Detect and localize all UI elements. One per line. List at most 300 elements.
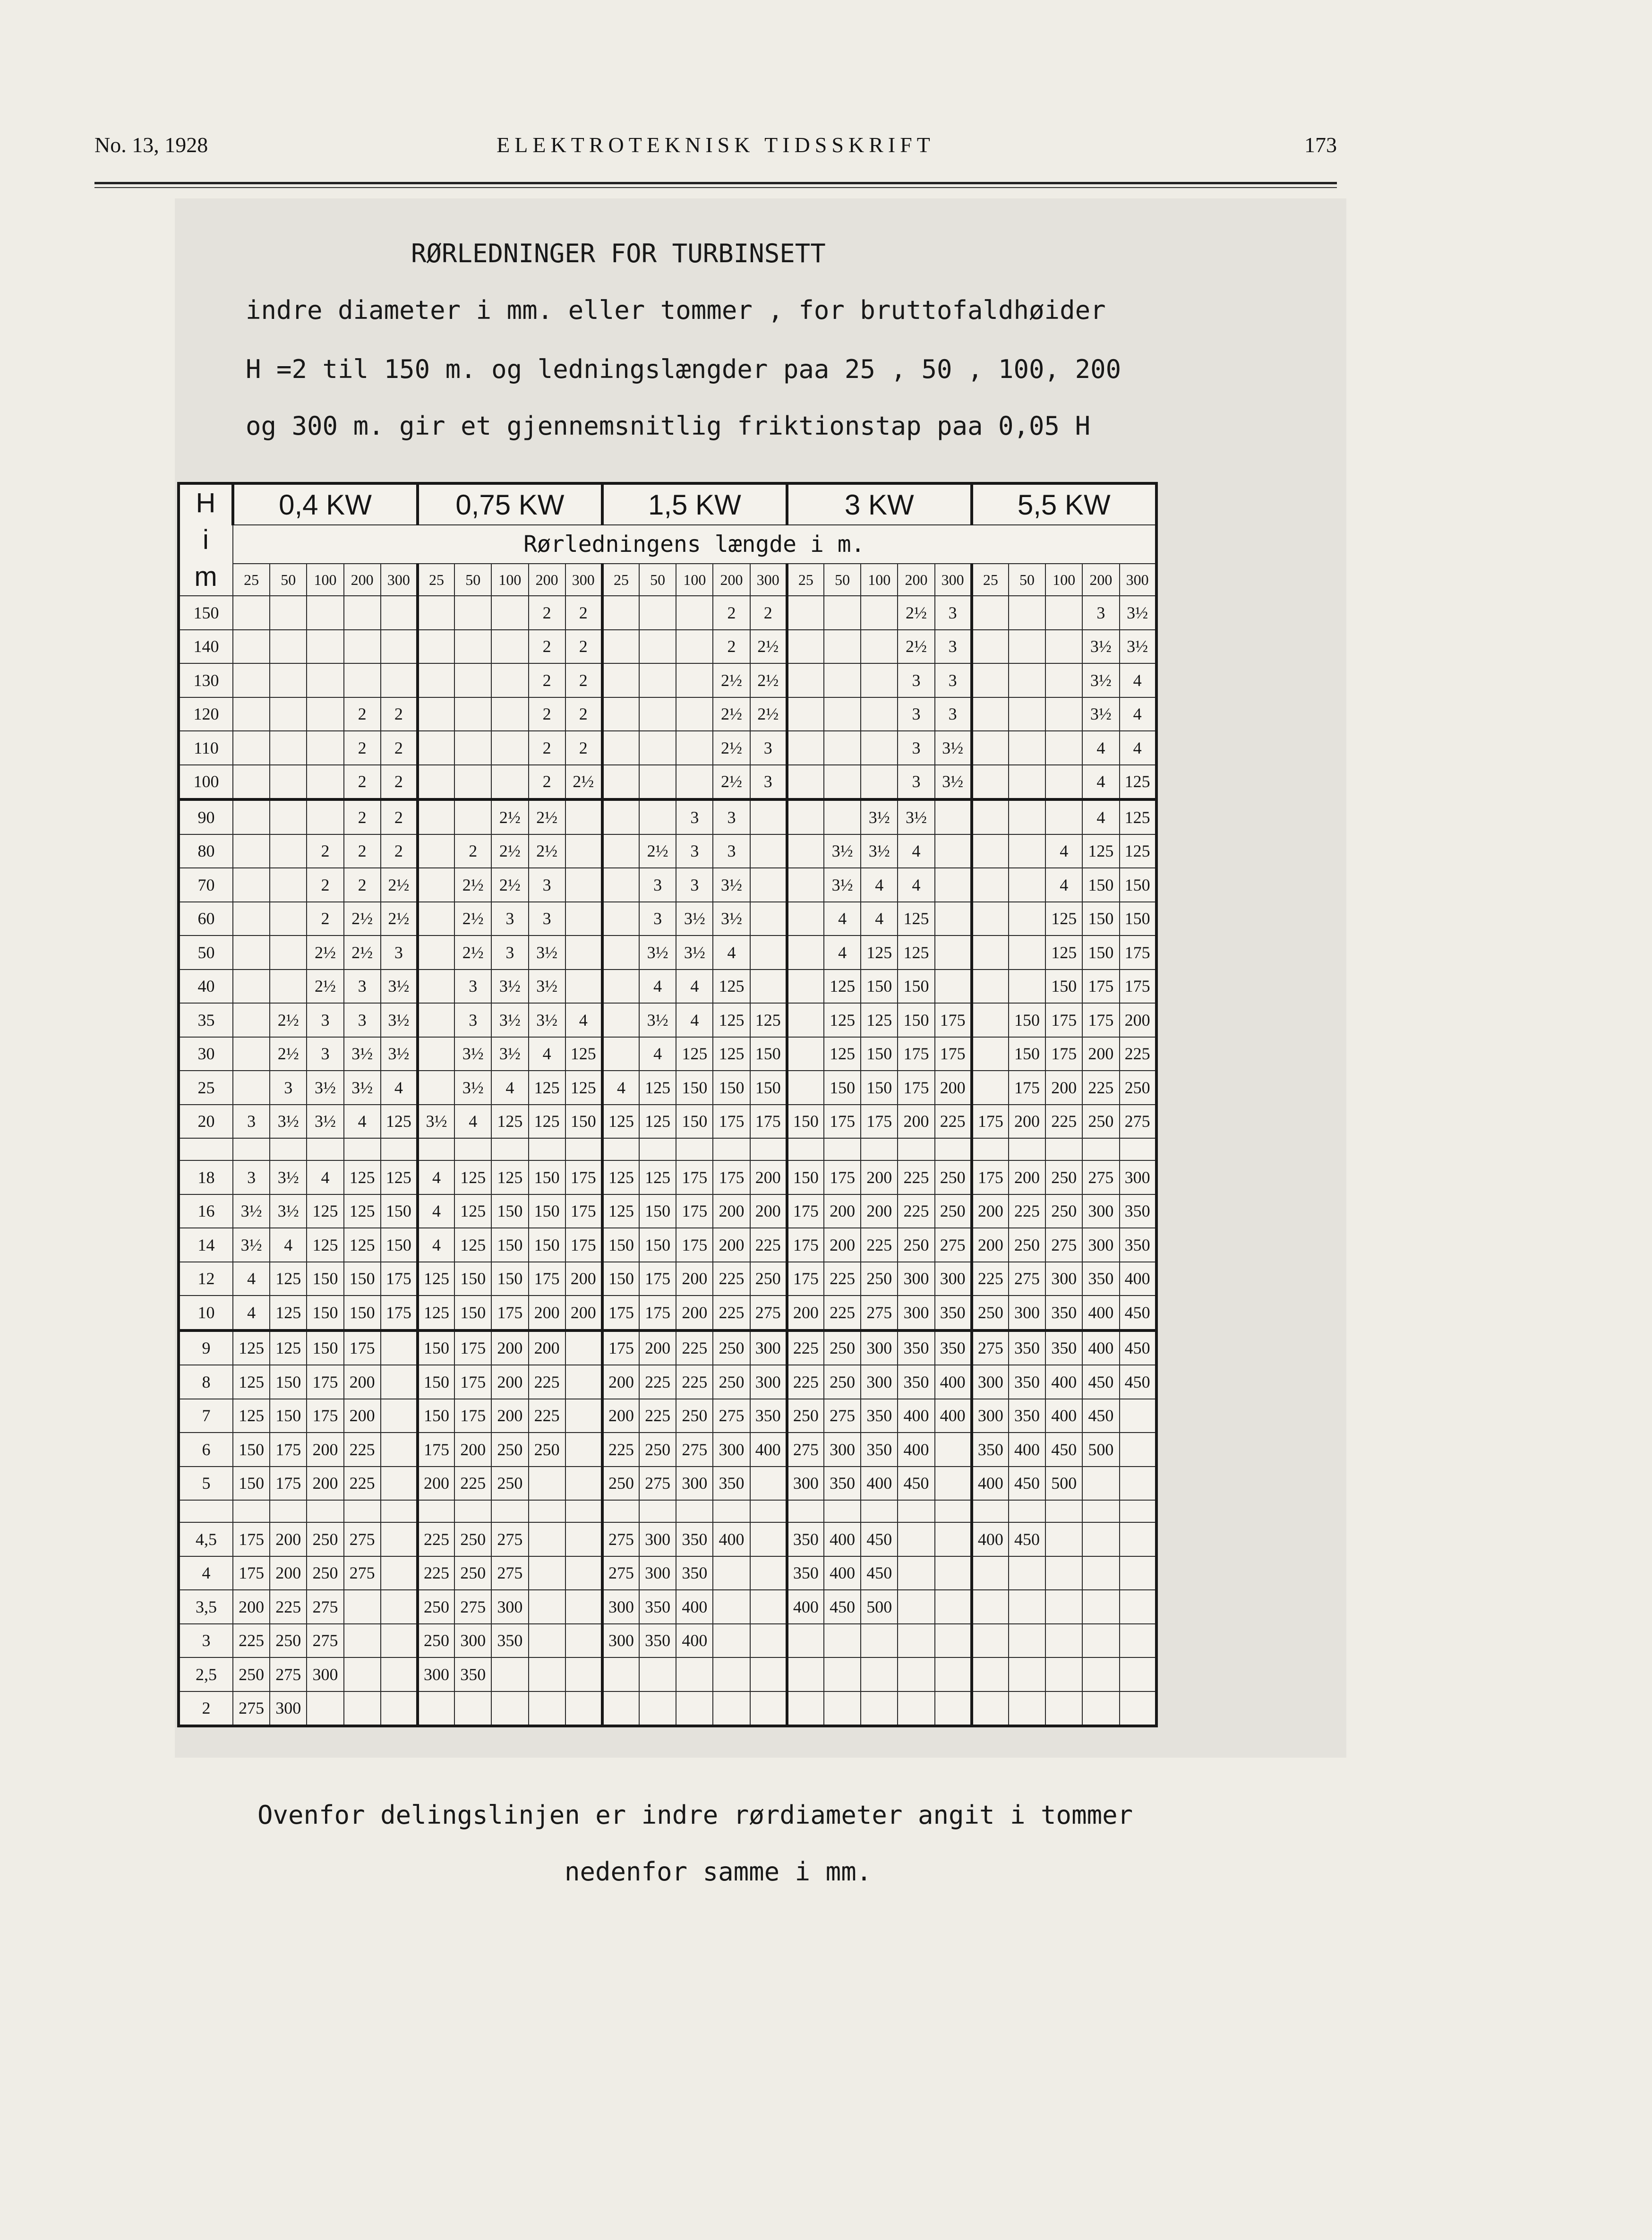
diameter-cell: 350	[861, 1399, 898, 1433]
diameter-cell: 2½	[381, 902, 418, 936]
head-height-cell: 3,5	[179, 1590, 233, 1624]
diameter-cell: 350	[1082, 1262, 1119, 1296]
diameter-cell: 150	[270, 1365, 307, 1399]
diameter-cell: 125	[1082, 834, 1119, 868]
diameter-cell: 125	[1045, 902, 1082, 936]
diameter-cell: 400	[1082, 1330, 1119, 1365]
diameter-cell: 3	[676, 834, 713, 868]
diameter-cell: 3	[491, 902, 528, 936]
diameter-cell: 175	[639, 1296, 676, 1330]
diameter-cell	[1009, 902, 1045, 936]
spacer-cell	[750, 1500, 787, 1522]
diameter-cell: 200	[270, 1522, 307, 1556]
diameter-cell	[344, 663, 381, 697]
diameter-cell	[270, 697, 307, 731]
diameter-cell: 350	[861, 1433, 898, 1467]
spacer-cell	[565, 1138, 602, 1160]
diameter-cell	[233, 663, 270, 697]
diameter-cell: 300	[1082, 1228, 1119, 1262]
diameter-cell	[381, 1657, 418, 1691]
head-height-cell: 9	[179, 1330, 233, 1365]
diameter-cell: 175	[972, 1105, 1009, 1139]
diameter-cell	[565, 1624, 602, 1658]
diameter-cell: 175	[713, 1160, 750, 1194]
diameter-cell: 400	[972, 1467, 1009, 1501]
diameter-cell: 225	[1082, 1071, 1119, 1105]
length-header: 300	[565, 564, 602, 596]
spacer-cell	[491, 1138, 528, 1160]
diameter-cell	[233, 697, 270, 731]
diameter-cell: 300	[639, 1522, 676, 1556]
diameter-cell: 300	[418, 1657, 454, 1691]
diameter-cell: 150	[418, 1365, 454, 1399]
spacer-cell	[270, 1138, 307, 1160]
head-height-cell: 60	[179, 902, 233, 936]
diameter-cell: 3½	[529, 935, 565, 970]
diameter-cell: 350	[750, 1399, 787, 1433]
spacer-cell	[602, 1500, 639, 1522]
diameter-cell	[307, 630, 343, 664]
diameter-cell: 175	[639, 1262, 676, 1296]
diameter-cell: 125	[565, 1071, 602, 1105]
diameter-cell: 150	[1082, 935, 1119, 970]
diameter-cell: 3½	[270, 1194, 307, 1228]
diameter-cell: 250	[935, 1194, 972, 1228]
diameter-cell	[381, 630, 418, 664]
diameter-cell	[1120, 1691, 1156, 1726]
diameter-cell: 4	[676, 1003, 713, 1037]
diameter-cell: 150	[381, 1228, 418, 1262]
diameter-cell: 225	[639, 1365, 676, 1399]
diameter-cell	[233, 1003, 270, 1037]
diameter-cell	[565, 1522, 602, 1556]
head-height-cell: 4,5	[179, 1522, 233, 1556]
diameter-cell: 400	[861, 1467, 898, 1501]
diameter-cell	[344, 1657, 381, 1691]
diameter-cell	[565, 1399, 602, 1433]
diameter-cell	[418, 1071, 454, 1105]
diameter-cell: 3	[233, 1160, 270, 1194]
diameter-cell: 150	[602, 1228, 639, 1262]
diameter-cell: 200	[307, 1467, 343, 1501]
diameter-cell	[454, 799, 491, 834]
diameter-cell	[602, 970, 639, 1004]
diameter-cell: 3½	[307, 1071, 343, 1105]
diameter-cell	[861, 596, 898, 630]
diameter-cell: 225	[454, 1467, 491, 1501]
diameter-cell: 225	[639, 1399, 676, 1433]
diameter-cell: 3	[935, 697, 972, 731]
diameter-cell: 400	[1045, 1365, 1082, 1399]
head-height-cell: 2	[179, 1691, 233, 1726]
diameter-cell: 200	[491, 1330, 528, 1365]
diameter-cell: 450	[1120, 1365, 1156, 1399]
diameter-cell	[861, 1691, 898, 1726]
head-height-cell: 150	[179, 596, 233, 630]
diameter-cell: 250	[1045, 1194, 1082, 1228]
table-row	[179, 630, 1156, 664]
diameter-cell: 125	[861, 935, 898, 970]
diameter-cell	[381, 1691, 418, 1726]
diameter-cell: 175	[1120, 935, 1156, 970]
head-height-cell: 140	[179, 630, 233, 664]
diameter-cell	[1045, 765, 1082, 800]
diameter-cell: 4	[824, 935, 861, 970]
table-title: RØRLEDNINGER FOR TURBINSETT	[411, 239, 826, 268]
length-header: 300	[1120, 564, 1156, 596]
diameter-cell	[787, 868, 824, 902]
table-row	[179, 1657, 1156, 1691]
diameter-cell: 3	[935, 630, 972, 664]
diameter-cell: 175	[1082, 970, 1119, 1004]
diameter-cell	[787, 834, 824, 868]
diameter-cell	[233, 935, 270, 970]
table-row	[179, 970, 1156, 1004]
diameter-cell: 250	[861, 1262, 898, 1296]
diameter-cell: 3	[344, 970, 381, 1004]
table-row	[179, 1105, 1156, 1139]
diameter-cell: 275	[824, 1399, 861, 1433]
diameter-cell	[233, 765, 270, 800]
diameter-cell: 3	[233, 1105, 270, 1139]
diameter-cell: 175	[454, 1365, 491, 1399]
diameter-cell: 4	[1082, 799, 1119, 834]
diameter-cell: 3½	[861, 834, 898, 868]
diameter-cell: 400	[1082, 1296, 1119, 1330]
diameter-cell: 300	[972, 1365, 1009, 1399]
diameter-cell: 175	[787, 1228, 824, 1262]
diameter-cell: 4	[1082, 765, 1119, 800]
diameter-cell	[344, 1691, 381, 1726]
diameter-cell: 125	[898, 902, 934, 936]
diameter-cell	[1045, 731, 1082, 765]
diameter-cell	[1082, 1657, 1119, 1691]
diameter-cell: 175	[565, 1228, 602, 1262]
diameter-cell: 200	[676, 1296, 713, 1330]
diameter-cell: 2½	[750, 663, 787, 697]
diameter-cell: 3½	[935, 731, 972, 765]
diameter-cell: 200	[344, 1365, 381, 1399]
diameter-cell	[972, 1556, 1009, 1590]
diameter-cell: 2½	[307, 935, 343, 970]
diameter-cell	[972, 1691, 1009, 1726]
diameter-cell	[861, 1657, 898, 1691]
diameter-cell	[1009, 596, 1045, 630]
diameter-cell: 300	[713, 1433, 750, 1467]
diameter-cell: 3½	[381, 970, 418, 1004]
table-spacer-row	[179, 1138, 1156, 1160]
spacer-cell	[676, 1138, 713, 1160]
diameter-cell	[935, 1522, 972, 1556]
diameter-cell: 3½	[233, 1194, 270, 1228]
diameter-cell	[1009, 1624, 1045, 1658]
diameter-cell: 200	[676, 1262, 713, 1296]
length-header: 50	[270, 564, 307, 596]
diameter-cell: 4	[1120, 663, 1156, 697]
head-height-cell: 130	[179, 663, 233, 697]
diameter-cell	[602, 596, 639, 630]
diameter-cell: 3½	[935, 765, 972, 800]
diameter-cell: 200	[750, 1160, 787, 1194]
diameter-cell	[787, 970, 824, 1004]
diameter-cell: 3½	[233, 1228, 270, 1262]
diameter-cell	[602, 663, 639, 697]
diameter-cell: 150	[750, 1037, 787, 1071]
diameter-cell	[824, 663, 861, 697]
diameter-cell: 150	[1009, 1037, 1045, 1071]
diameter-cell	[972, 799, 1009, 834]
diameter-cell: 4	[565, 1003, 602, 1037]
diameter-cell: 125	[529, 1071, 565, 1105]
diameter-cell	[565, 1330, 602, 1365]
diameter-cell	[270, 799, 307, 834]
diameter-cell	[418, 663, 454, 697]
diameter-cell: 125	[381, 1105, 418, 1139]
spacer-cell	[1082, 1138, 1119, 1160]
diameter-cell: 300	[307, 1657, 343, 1691]
diameter-cell	[676, 663, 713, 697]
diameter-cell: 250	[1009, 1228, 1045, 1262]
diameter-cell	[307, 596, 343, 630]
diameter-cell: 275	[1045, 1228, 1082, 1262]
diameter-cell: 3	[270, 1071, 307, 1105]
spacer-cell	[179, 1138, 233, 1160]
diameter-cell: 175	[935, 1003, 972, 1037]
diameter-cell: 300	[861, 1365, 898, 1399]
diameter-cell	[750, 1590, 787, 1624]
diameter-cell	[344, 630, 381, 664]
diameter-cell	[565, 799, 602, 834]
diameter-cell: 225	[602, 1433, 639, 1467]
diameter-cell	[565, 1657, 602, 1691]
diameter-cell: 200	[639, 1330, 676, 1365]
diameter-cell	[233, 596, 270, 630]
length-header: 100	[861, 564, 898, 596]
diameter-cell: 450	[861, 1556, 898, 1590]
diameter-cell	[602, 799, 639, 834]
diameter-cell: 175	[307, 1365, 343, 1399]
spacer-cell	[381, 1138, 418, 1160]
table-row	[179, 1296, 1156, 1330]
head-height-cell: 12	[179, 1262, 233, 1296]
diameter-cell: 225	[898, 1194, 934, 1228]
diameter-cell	[787, 663, 824, 697]
diameter-cell: 125	[491, 1105, 528, 1139]
diameter-cell: 250	[639, 1433, 676, 1467]
diameter-cell: 150	[270, 1399, 307, 1433]
diameter-cell	[1082, 1590, 1119, 1624]
diameter-cell	[233, 799, 270, 834]
diameter-cell: 150	[861, 1071, 898, 1105]
diameter-cell: 300	[898, 1262, 934, 1296]
diameter-cell	[565, 970, 602, 1004]
diameter-cell: 125	[454, 1228, 491, 1262]
length-header: 50	[1009, 564, 1045, 596]
diameter-cell: 350	[787, 1556, 824, 1590]
page-number: 173	[1304, 133, 1337, 157]
diameter-cell: 250	[491, 1467, 528, 1501]
spacer-cell	[713, 1138, 750, 1160]
diameter-cell: 125	[529, 1105, 565, 1139]
diameter-cell: 275	[602, 1556, 639, 1590]
diameter-cell: 200	[307, 1433, 343, 1467]
spacer-cell	[1045, 1500, 1082, 1522]
diameter-cell: 2½	[307, 970, 343, 1004]
diameter-cell	[972, 1657, 1009, 1691]
diameter-cell: 200	[1120, 1003, 1156, 1037]
diameter-cell	[381, 1433, 418, 1467]
diameter-cell	[898, 1522, 934, 1556]
table-row	[179, 1071, 1156, 1105]
diameter-cell	[418, 799, 454, 834]
diameter-cell: 300	[972, 1399, 1009, 1433]
diameter-cell: 225	[676, 1330, 713, 1365]
diameter-cell	[639, 1657, 676, 1691]
diameter-cell: 175	[713, 1105, 750, 1139]
diameter-cell: 250	[529, 1433, 565, 1467]
diameter-cell	[381, 1624, 418, 1658]
diameter-cell: 3½	[713, 868, 750, 902]
diameter-cell	[233, 1071, 270, 1105]
diameter-cell	[1045, 1556, 1082, 1590]
diameter-cell: 125	[1120, 799, 1156, 834]
diameter-cell: 200	[935, 1071, 972, 1105]
diameter-cell	[935, 970, 972, 1004]
diameter-cell: 2	[529, 596, 565, 630]
diameter-cell: 2	[750, 596, 787, 630]
spacer-cell	[1045, 1138, 1082, 1160]
diameter-cell: 275	[676, 1433, 713, 1467]
diameter-cell: 125	[233, 1365, 270, 1399]
diameter-cell: 400	[676, 1624, 713, 1658]
table-spacer-row	[179, 1500, 1156, 1522]
diameter-cell: 200	[491, 1399, 528, 1433]
table-row	[179, 1037, 1156, 1071]
diameter-cell: 275	[1009, 1262, 1045, 1296]
diameter-cell	[898, 1556, 934, 1590]
table-row	[179, 1160, 1156, 1194]
diameter-cell: 175	[676, 1160, 713, 1194]
diameter-cell: 3½	[1120, 630, 1156, 664]
diameter-cell: 125	[824, 1003, 861, 1037]
diameter-cell: 2	[565, 596, 602, 630]
diameter-cell	[1045, 630, 1082, 664]
diameter-cell	[750, 1624, 787, 1658]
diameter-cell: 4	[824, 902, 861, 936]
power-group-header: 5,5 KW	[972, 483, 1156, 525]
length-header: 300	[750, 564, 787, 596]
diameter-cell: 4	[418, 1228, 454, 1262]
diameter-cell: 125	[344, 1194, 381, 1228]
diameter-cell: 2	[307, 902, 343, 936]
length-header: 200	[898, 564, 934, 596]
diameter-cell	[639, 799, 676, 834]
table-row	[179, 1467, 1156, 1501]
diameter-cell: 150	[307, 1330, 343, 1365]
diameter-cell	[1045, 1522, 1082, 1556]
diameter-cell: 275	[713, 1399, 750, 1433]
diameter-cell	[1045, 799, 1082, 834]
diameter-cell: 3½	[1120, 596, 1156, 630]
diameter-cell: 3	[676, 868, 713, 902]
diameter-cell: 200	[344, 1399, 381, 1433]
length-header: 25	[602, 564, 639, 596]
diameter-cell	[972, 1624, 1009, 1658]
diameter-cell: 175	[1082, 1003, 1119, 1037]
diameter-cell: 4	[1120, 731, 1156, 765]
diameter-cell: 3	[898, 731, 934, 765]
diameter-cell	[787, 1624, 824, 1658]
diameter-cell: 3	[529, 902, 565, 936]
diameter-cell: 150	[381, 1194, 418, 1228]
diameter-cell: 2½	[713, 697, 750, 731]
diameter-cell	[1120, 1657, 1156, 1691]
diameter-cell	[639, 765, 676, 800]
issue-number: No. 13, 1928	[94, 133, 208, 157]
diameter-cell	[824, 731, 861, 765]
diameter-cell: 3	[307, 1003, 343, 1037]
length-header: 200	[713, 564, 750, 596]
diameter-cell: 225	[787, 1365, 824, 1399]
diameter-cell: 2½	[750, 630, 787, 664]
diameter-cell: 225	[418, 1522, 454, 1556]
diameter-cell: 175	[1009, 1071, 1045, 1105]
diameter-cell	[307, 799, 343, 834]
diameter-cell: 150	[529, 1228, 565, 1262]
diameter-cell	[935, 902, 972, 936]
spacer-cell	[491, 1500, 528, 1522]
diameter-cell	[1045, 663, 1082, 697]
diameter-cell: 125	[233, 1330, 270, 1365]
diameter-cell: 125	[1120, 765, 1156, 800]
diameter-cell	[1009, 1556, 1045, 1590]
spacer-cell	[898, 1500, 934, 1522]
spacer-cell	[676, 1500, 713, 1522]
spacer-cell	[935, 1138, 972, 1160]
diameter-cell: 3½	[529, 1003, 565, 1037]
diameter-cell: 300	[602, 1590, 639, 1624]
head-height-cell: 7	[179, 1399, 233, 1433]
diameter-cell: 275	[307, 1624, 343, 1658]
diameter-cell	[602, 834, 639, 868]
diameter-cell	[529, 1556, 565, 1590]
head-height-cell: 35	[179, 1003, 233, 1037]
diameter-cell: 350	[1120, 1194, 1156, 1228]
diameter-cell	[565, 1691, 602, 1726]
diameter-cell	[491, 596, 528, 630]
diameter-cell: 150	[307, 1296, 343, 1330]
diameter-cell: 125	[824, 970, 861, 1004]
diameter-cell: 350	[935, 1330, 972, 1365]
diameter-cell	[676, 1657, 713, 1691]
diameter-cell: 200	[529, 1296, 565, 1330]
diameter-cell: 150	[1120, 902, 1156, 936]
diameter-cell: 4	[418, 1194, 454, 1228]
length-header: 25	[233, 564, 270, 596]
diameter-cell: 2	[529, 630, 565, 664]
diameter-cell: 125	[454, 1160, 491, 1194]
diameter-cell	[750, 902, 787, 936]
diameter-cell: 450	[1009, 1522, 1045, 1556]
diameter-cell	[1082, 1522, 1119, 1556]
diameter-cell: 225	[824, 1262, 861, 1296]
diameter-cell: 3	[898, 663, 934, 697]
diameter-cell	[602, 765, 639, 800]
diameter-cell: 350	[787, 1522, 824, 1556]
diameter-cell: 150	[454, 1296, 491, 1330]
diameter-cell: 2½	[454, 935, 491, 970]
diameter-cell: 4	[898, 834, 934, 868]
